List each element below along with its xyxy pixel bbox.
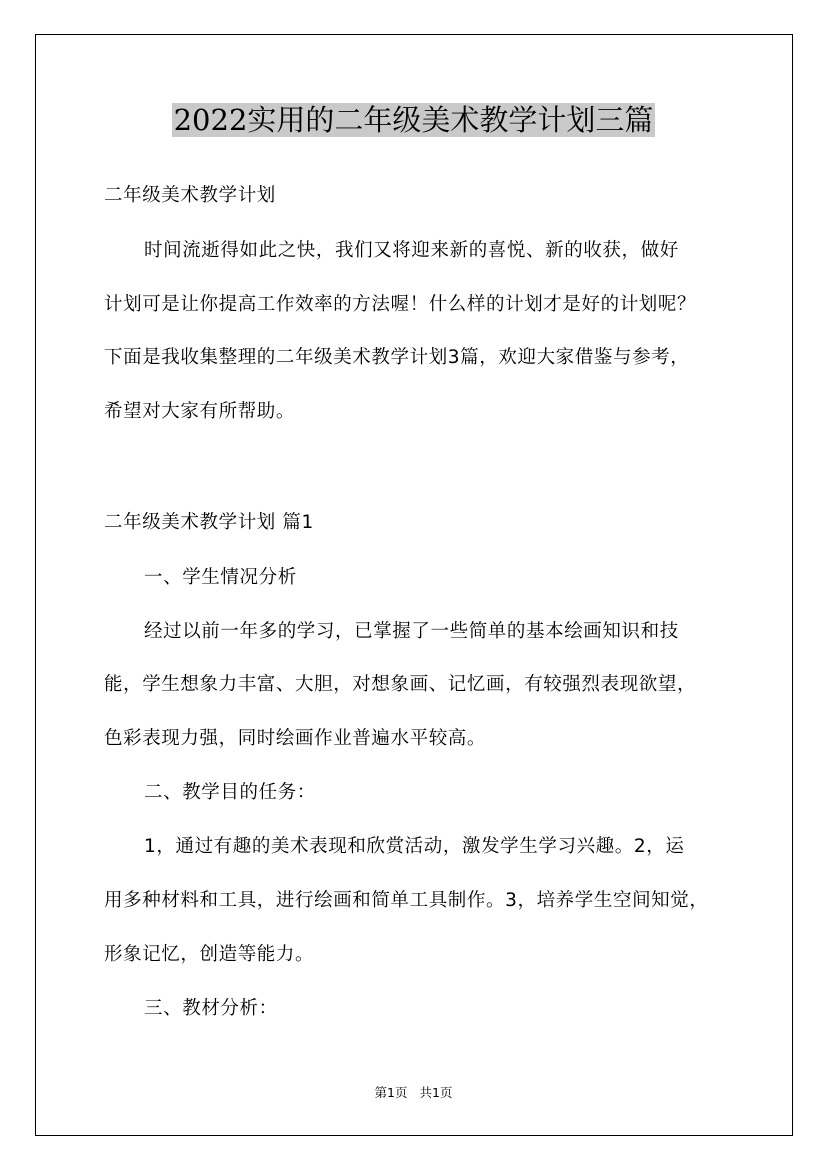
subsection-title: 三、教材分析： [144,998,278,1019]
paragraph-line: 色彩表现力强，同时绘画作业普遍水平较高。 [104,728,487,749]
section-heading: 二年级美术教学计划 [104,185,276,206]
subsection-title: 一、学生情况分析 [144,567,297,588]
paragraph-line: 计划可是让你提高工作效率的方法喔！什么样的计划才是好的计划呢？ [104,294,697,315]
paragraph-line: 1，通过有趣的美术表现和欣赏活动，激发学生学习兴趣。2，运 [144,836,685,857]
section-heading: 二年级美术教学计划 篇1 [104,512,314,533]
paragraph-line: 希望对大家有所帮助。 [104,401,296,422]
paragraph-line: 下面是我收集整理的二年级美术教学计划3篇，欢迎大家借鉴与参考， [104,347,690,368]
page-footer [0,1083,827,1101]
subsection-title: 二、教学目的任务： [144,782,316,803]
paragraph-line: 经过以前一年多的学习，已掌握了一些简单的基本绘画知识和技 [144,621,679,642]
page-total: 共1页 [419,1085,453,1100]
page-number: 第1页 [374,1085,408,1100]
document-title: 2022实用的二年级美术教学计划三篇 [173,103,654,137]
paragraph-line: 能，学生想象力丰富、大胆，对想象画、记忆画，有较强烈表现欲望， [104,674,697,695]
paragraph-line: 形象记忆，创造等能力。 [104,944,315,965]
paragraph-line: 用多种材料和工具，进行绘画和简单工具制作。3，培养学生空间知觉， [104,890,709,911]
paragraph-line: 时间流逝得如此之快，我们又将迎来新的喜悦、新的收获，做好 [144,240,679,261]
